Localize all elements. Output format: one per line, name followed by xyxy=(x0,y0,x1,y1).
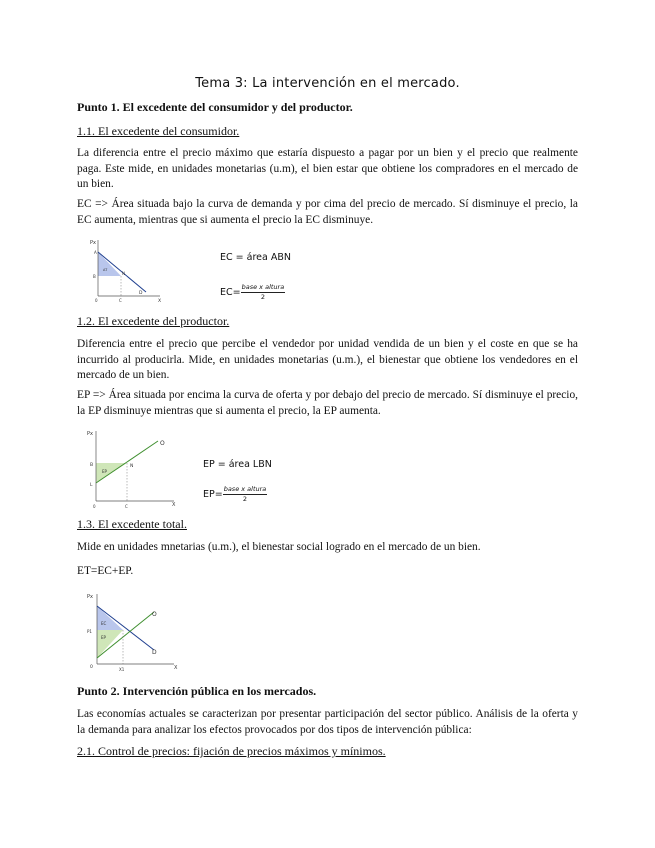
axis-x-label: X xyxy=(172,502,176,508)
fraction-numerator: base x altura xyxy=(223,485,267,493)
area-label: EP xyxy=(102,469,107,474)
point-c-label: C xyxy=(125,504,128,509)
point-n-label: N xyxy=(130,464,134,469)
subsection-heading-1-3: 1.3. El excedente total. xyxy=(77,517,187,531)
ec-area-formula: EC = área ABN xyxy=(220,252,291,263)
subsection-heading-2-1: 2.1. Control de precios: fijación de precios máximos y mínimos. xyxy=(77,744,386,758)
point-l-label: L xyxy=(90,483,93,488)
point-c-label: C xyxy=(119,298,122,303)
paragraph-ec-area: EC => Área situada bajo la curva de demanda y por cima del precio de mercado. Sí disminuye el precio, la EC aumenta, mientras que si aumenta el precio la EC disminuye. xyxy=(77,198,578,226)
point-n-label: N xyxy=(122,271,125,276)
point-b-label: B xyxy=(90,463,94,468)
paragraph-et-definition: Mide en unidades mnetarias (u.m.), el bienestar social logrado en el mercado de un bien. xyxy=(77,541,481,553)
fraction-denominator: 2 xyxy=(260,293,265,301)
page-title: Tema 3: La intervención en el mercado. xyxy=(195,76,460,91)
ec-area xyxy=(98,252,121,276)
ec-formula xyxy=(220,283,285,302)
section-heading-punto-2: Punto 2. Intervención pública en los mercados. xyxy=(77,684,317,698)
price-p1-label: P1 xyxy=(87,629,92,634)
subsection-heading-1-1: 1.1. El excedente del consumidor. xyxy=(77,124,240,138)
paragraph-ep-definition: Diferencia entre el precio que percibe el vendedor por unidad vendida de un bien y el coste en que se ha incurrido al producirla. Mide, en unidades monetarias (u.m.), el bienestar que obtiene los vendedores en el mercado de un bien. xyxy=(77,338,578,382)
origin-label: 0 xyxy=(93,504,96,509)
ep-formula xyxy=(203,485,267,504)
supply-curve xyxy=(96,441,158,483)
subsection-heading-1-2: 1.2. El excedente del productor. xyxy=(77,314,230,328)
origin-label: 0 xyxy=(90,665,93,670)
ep-formula-prefix: EP= xyxy=(203,489,223,500)
curve-d-label: D xyxy=(152,649,157,656)
ec-area-label: EC xyxy=(101,621,107,626)
consumer-surplus-diagram xyxy=(88,236,168,306)
axis-y-label: Px xyxy=(87,594,93,600)
curve-o-label: O xyxy=(160,440,165,447)
total-surplus-diagram xyxy=(82,588,187,673)
ep-area-label: EP xyxy=(101,635,106,640)
paragraph-ep-area: EP => Área situada por encima la curva de oferta y por debajo del precio de mercado. Sí disminuye el precio, la EP disminuye mientras que si aumenta el precio, la EP aumenta. xyxy=(77,389,578,417)
axis-y-label: Px xyxy=(87,431,93,437)
fraction-denominator: 2 xyxy=(242,495,248,503)
section-heading-punto-1: Punto 1. El excedente del consumidor y del productor. xyxy=(77,100,353,114)
ec-fraction xyxy=(241,283,286,302)
ep-area-formula: EP = área LBN xyxy=(203,459,272,470)
axis-x-label: X xyxy=(158,299,162,304)
area-label: AT xyxy=(103,268,108,272)
ec-formula-prefix: EC= xyxy=(220,287,241,298)
axis-x-label: X xyxy=(174,665,178,671)
point-a-label: A xyxy=(94,250,97,255)
point-b-label: B xyxy=(93,274,96,279)
paragraph-ec-definition: La diferencia entre el precio máximo que estaría dispuesto a pagar por un bien y el precio que realmente paga. Este mide, en unidades monetarias (u.m), el bien estar que obtiene los compradores en el mercado de un bien. xyxy=(77,147,578,191)
curve-d-label: D xyxy=(139,291,143,296)
axis-y-label: Px xyxy=(90,240,96,246)
fraction-numerator: base x altura xyxy=(241,283,285,291)
paragraph-intervencion: Las economías actuales se caracterizan por presentar participación del sector público. Análisis de la oferta y la demanda para analizar los efectos provocados por dos tipos de intervención pública: xyxy=(77,708,578,736)
curve-o-label: O xyxy=(152,611,157,618)
quantity-x1-label: X1 xyxy=(119,667,125,672)
paragraph-et-formula: ET=EC+EP. xyxy=(77,565,134,577)
producer-surplus-diagram xyxy=(82,425,182,510)
origin-label: 0 xyxy=(95,298,98,303)
ep-fraction xyxy=(223,485,268,504)
